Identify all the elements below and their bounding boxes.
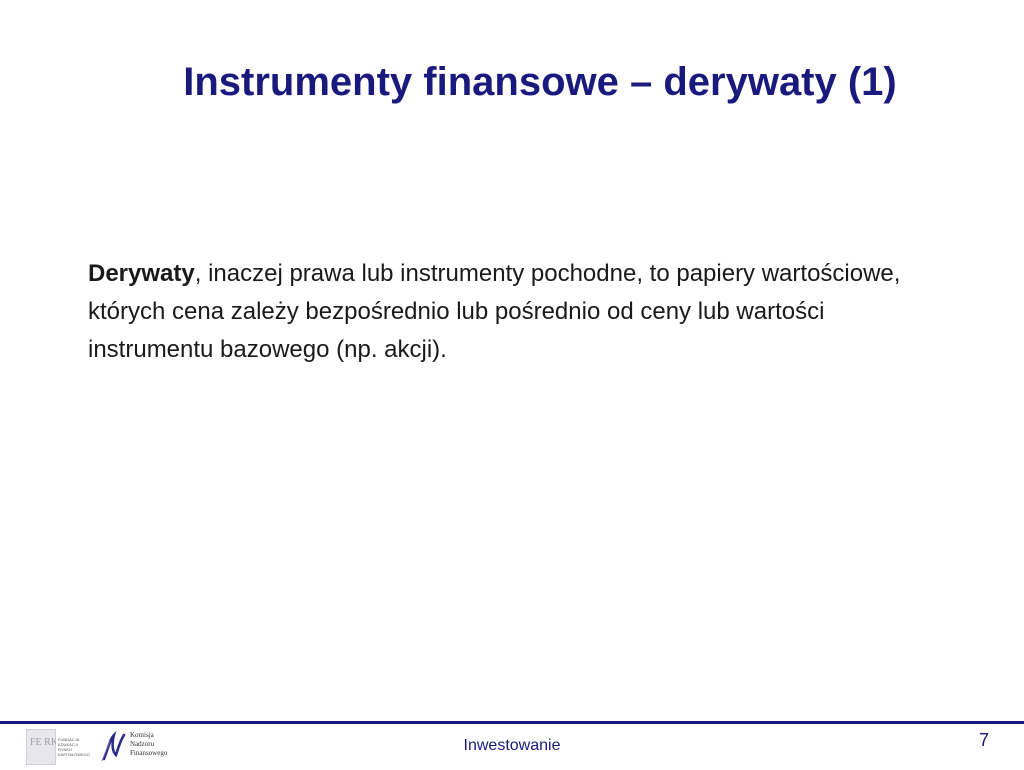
slide-title: Instrumenty finansowe – derywaty (1) [183,60,897,104]
knf-line3: Finansowego [130,749,168,757]
ferk-logo-text: FUNDACJA EDUKACJI RYNKU KAPITAŁOWEGO [58,737,90,757]
knf-line2: Nadzoru [130,740,155,748]
body-bold-term: Derywaty [88,260,195,287]
ferk-mark-text: FE RK [30,737,56,748]
knf-line1: Komisja [130,731,154,739]
footer-center-text: Inwestowanie [463,737,561,754]
page-number: 7 [978,730,989,750]
body-text-rest: , inaczej prawa lub instrumenty pochodne, to papiery wartościowe, których cena zależy bezpośrednio lub pośrednio od ceny lub wartości instrumentu bazowego (np. akcji). [88,260,901,363]
slide-body [88,255,908,369]
footer-divider [0,721,1024,724]
